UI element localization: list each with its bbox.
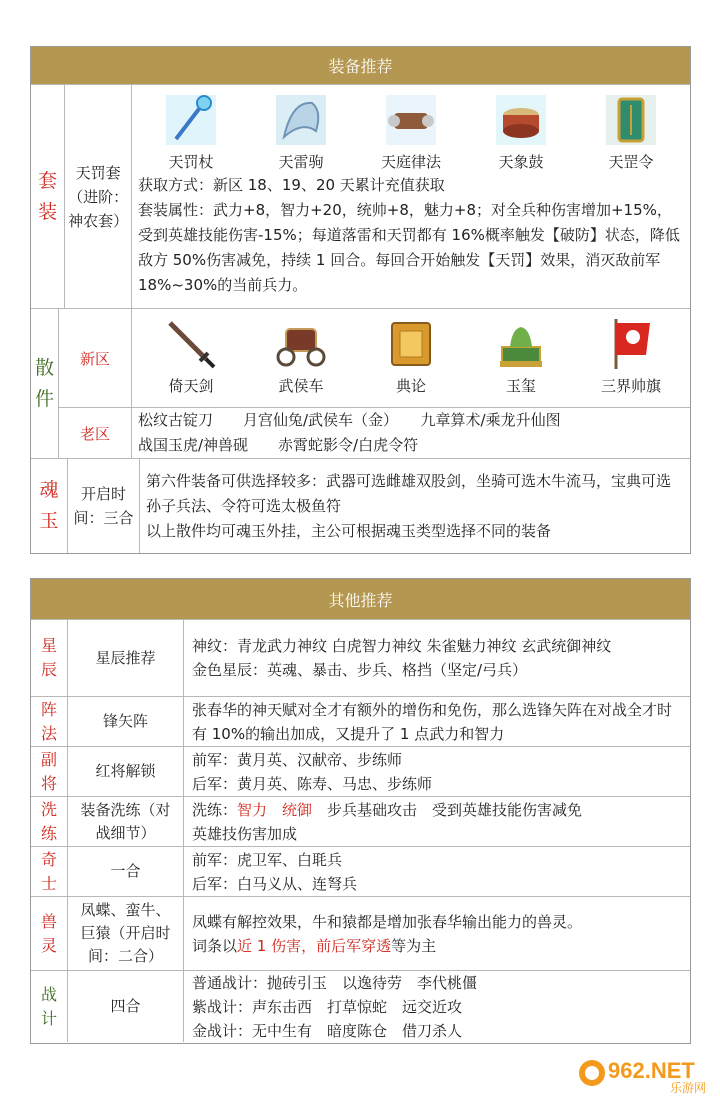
other-row-content: 前军：虎卫军、白毦兵 后军：白马义从、连弩兵 bbox=[183, 847, 690, 896]
other-row-name: 星辰推荐 bbox=[67, 620, 183, 696]
scatter-row bbox=[31, 308, 690, 458]
scatter-label: 典论 bbox=[395, 377, 426, 395]
scatter-item bbox=[356, 315, 466, 407]
watermark-sub: 乐游网 bbox=[670, 1081, 707, 1095]
other-row-content: 神纹：青龙武力神纹 白虎智力神纹 朱雀魅力神纹 玄武统御神纹 金色星辰：英魂、暴击、步兵、格挡（坚定/弓兵） bbox=[183, 620, 690, 696]
other-row-name: 锋矢阵 bbox=[67, 697, 183, 746]
soul-jade-open-time: 开启时间：三合 bbox=[67, 459, 139, 553]
other-row bbox=[31, 796, 690, 846]
other-row bbox=[31, 619, 690, 696]
old-server-line-1: 松纹古锭刀 月宫仙兔/武侯车（金） 九章算术/乘龙升仙图 bbox=[138, 411, 561, 429]
banner-icon bbox=[602, 315, 660, 373]
other-row bbox=[31, 846, 690, 896]
token-icon bbox=[602, 91, 660, 149]
other-row-category: 洗 练 bbox=[40, 799, 57, 843]
suit-category: 套 装 bbox=[38, 169, 58, 223]
old-server-items bbox=[131, 408, 690, 458]
suit-item bbox=[576, 91, 686, 173]
suit-item bbox=[246, 91, 356, 173]
other-row-content: 张春华的神天赋对全才有额外的增伤和免伤，那么选锋矢阵在对战全才时有 10%的输出加成，又提升了 1 点武力和智力 bbox=[183, 697, 690, 746]
suit-icons bbox=[132, 85, 690, 173]
suit-name: 天罚套（进阶：神农套） bbox=[64, 85, 131, 308]
other-row-category: 阵 法 bbox=[40, 699, 57, 743]
scatter-item bbox=[576, 315, 686, 407]
new-server-label: 新区 bbox=[79, 349, 110, 368]
soul-jade-row bbox=[31, 458, 690, 553]
highlight-text: 智力 统御 bbox=[237, 800, 313, 819]
scatter-item bbox=[246, 315, 356, 407]
other-table bbox=[30, 578, 691, 1044]
book-icon bbox=[382, 315, 440, 373]
scatter-item bbox=[136, 315, 246, 407]
suit-item bbox=[136, 91, 246, 173]
other-row-name: 红将解锁 bbox=[67, 747, 183, 796]
scatter-label: 武侯车 bbox=[278, 377, 324, 395]
other-row-content: 洗练：智力 统御 步兵基础攻击 受到英雄技能伤害减免 英雄技伤害加成 bbox=[183, 797, 690, 846]
other-row-name: 一合 bbox=[67, 847, 183, 896]
suit-item bbox=[356, 91, 466, 173]
other-table-header: 其他推荐 bbox=[31, 579, 690, 619]
scatter-content bbox=[131, 309, 690, 407]
other-row-content: 前军：黄月英、汉献帝、步练师 后军：黄月英、陈寿、马忠、步练师 bbox=[183, 747, 690, 796]
staff-icon bbox=[162, 91, 220, 149]
equipment-table bbox=[30, 46, 691, 554]
other-rows bbox=[31, 619, 690, 1042]
chariot-icon bbox=[272, 315, 330, 373]
other-row bbox=[31, 746, 690, 796]
scroll-icon bbox=[382, 91, 440, 149]
other-row-category: 副 将 bbox=[40, 749, 57, 793]
suit-label: 天罚杖 bbox=[168, 153, 214, 171]
scatter-icons bbox=[132, 309, 690, 407]
drum-icon bbox=[492, 91, 550, 149]
suit-description: 获取方式：新区 18、19、20 天累计充值获取 套装属性：武力+8，智力+20，统帅+8，魅力+8；对全兵种伤害增加+15%，受到英雄技能伤害-15%；每道落雷和天罚都有 16%概率触发【破防】状态，降低敌方 50%伤害减免，持续 1 回合。每回合开始触发【天罚】效果，消灭敌前军 18%~30%的当前兵力。 bbox=[138, 176, 680, 294]
suit-label: 天罡令 bbox=[608, 153, 654, 171]
watermark-brand: 962.NET bbox=[608, 1058, 695, 1083]
other-row-name: 凤蝶、蛮牛、巨猿（开启时间：二合） bbox=[67, 897, 183, 970]
jade-seal-icon bbox=[492, 315, 550, 373]
other-row-category: 兽 灵 bbox=[40, 911, 57, 955]
scatter-label: 玉玺 bbox=[505, 377, 536, 395]
sword-icon bbox=[162, 315, 220, 373]
other-row bbox=[31, 970, 690, 1042]
old-server-label: 老区 bbox=[79, 424, 110, 443]
suit-label: 天象鼓 bbox=[498, 153, 544, 171]
other-row-category: 奇 士 bbox=[40, 849, 57, 893]
other-row-category: 战 计 bbox=[40, 984, 57, 1028]
other-row-content: 凤蝶有解控效果，牛和猿都是增加张春华输出能力的兽灵。 词条以近 1 伤害，前后军穿透等为主 bbox=[183, 897, 690, 970]
other-row-name: 装备洗练（对战细节） bbox=[67, 797, 183, 846]
old-server-line-2: 战国玉虎/神兽砚 赤霄蛇影令/白虎令符 bbox=[138, 436, 419, 454]
soul-jade-category: 魂 玉 bbox=[39, 479, 59, 532]
scatter-item bbox=[466, 315, 576, 407]
site-watermark-logo bbox=[576, 1051, 712, 1095]
equipment-table-header: 装备推荐 bbox=[31, 47, 690, 84]
suit-item bbox=[466, 91, 576, 173]
suit-content bbox=[131, 85, 690, 308]
scatter-label: 倚天剑 bbox=[168, 377, 214, 395]
suit-label: 天雷驹 bbox=[278, 153, 324, 171]
other-row bbox=[31, 696, 690, 746]
highlight-text: 近 1 伤害，前后军穿透 bbox=[237, 936, 392, 955]
other-row bbox=[31, 896, 690, 970]
suit-label: 天庭律法 bbox=[380, 153, 441, 171]
other-row-name: 四合 bbox=[67, 971, 183, 1042]
scatter-category: 散 件 bbox=[34, 356, 54, 410]
suit-row bbox=[31, 84, 690, 308]
soul-jade-description: 第六件装备可供选择较多：武器可选雌雄双股剑，坐骑可选木牛流马，宝典可选孙子兵法、令符可选太极鱼符 以上散件均可魂玉外挂，主公可根据魂玉类型选择不同的装备 bbox=[139, 459, 690, 553]
other-row-content: 普通战计：抛砖引玉 以逸待劳 李代桃僵 紫战计：声东击西 打草惊蛇 远交近攻 金战计：无中生有 暗度陈仓 借刀杀人 bbox=[183, 971, 690, 1042]
dragon-mount-icon bbox=[272, 91, 330, 149]
scatter-label: 三界帅旗 bbox=[600, 377, 661, 395]
other-row-category: 星 辰 bbox=[40, 636, 57, 679]
